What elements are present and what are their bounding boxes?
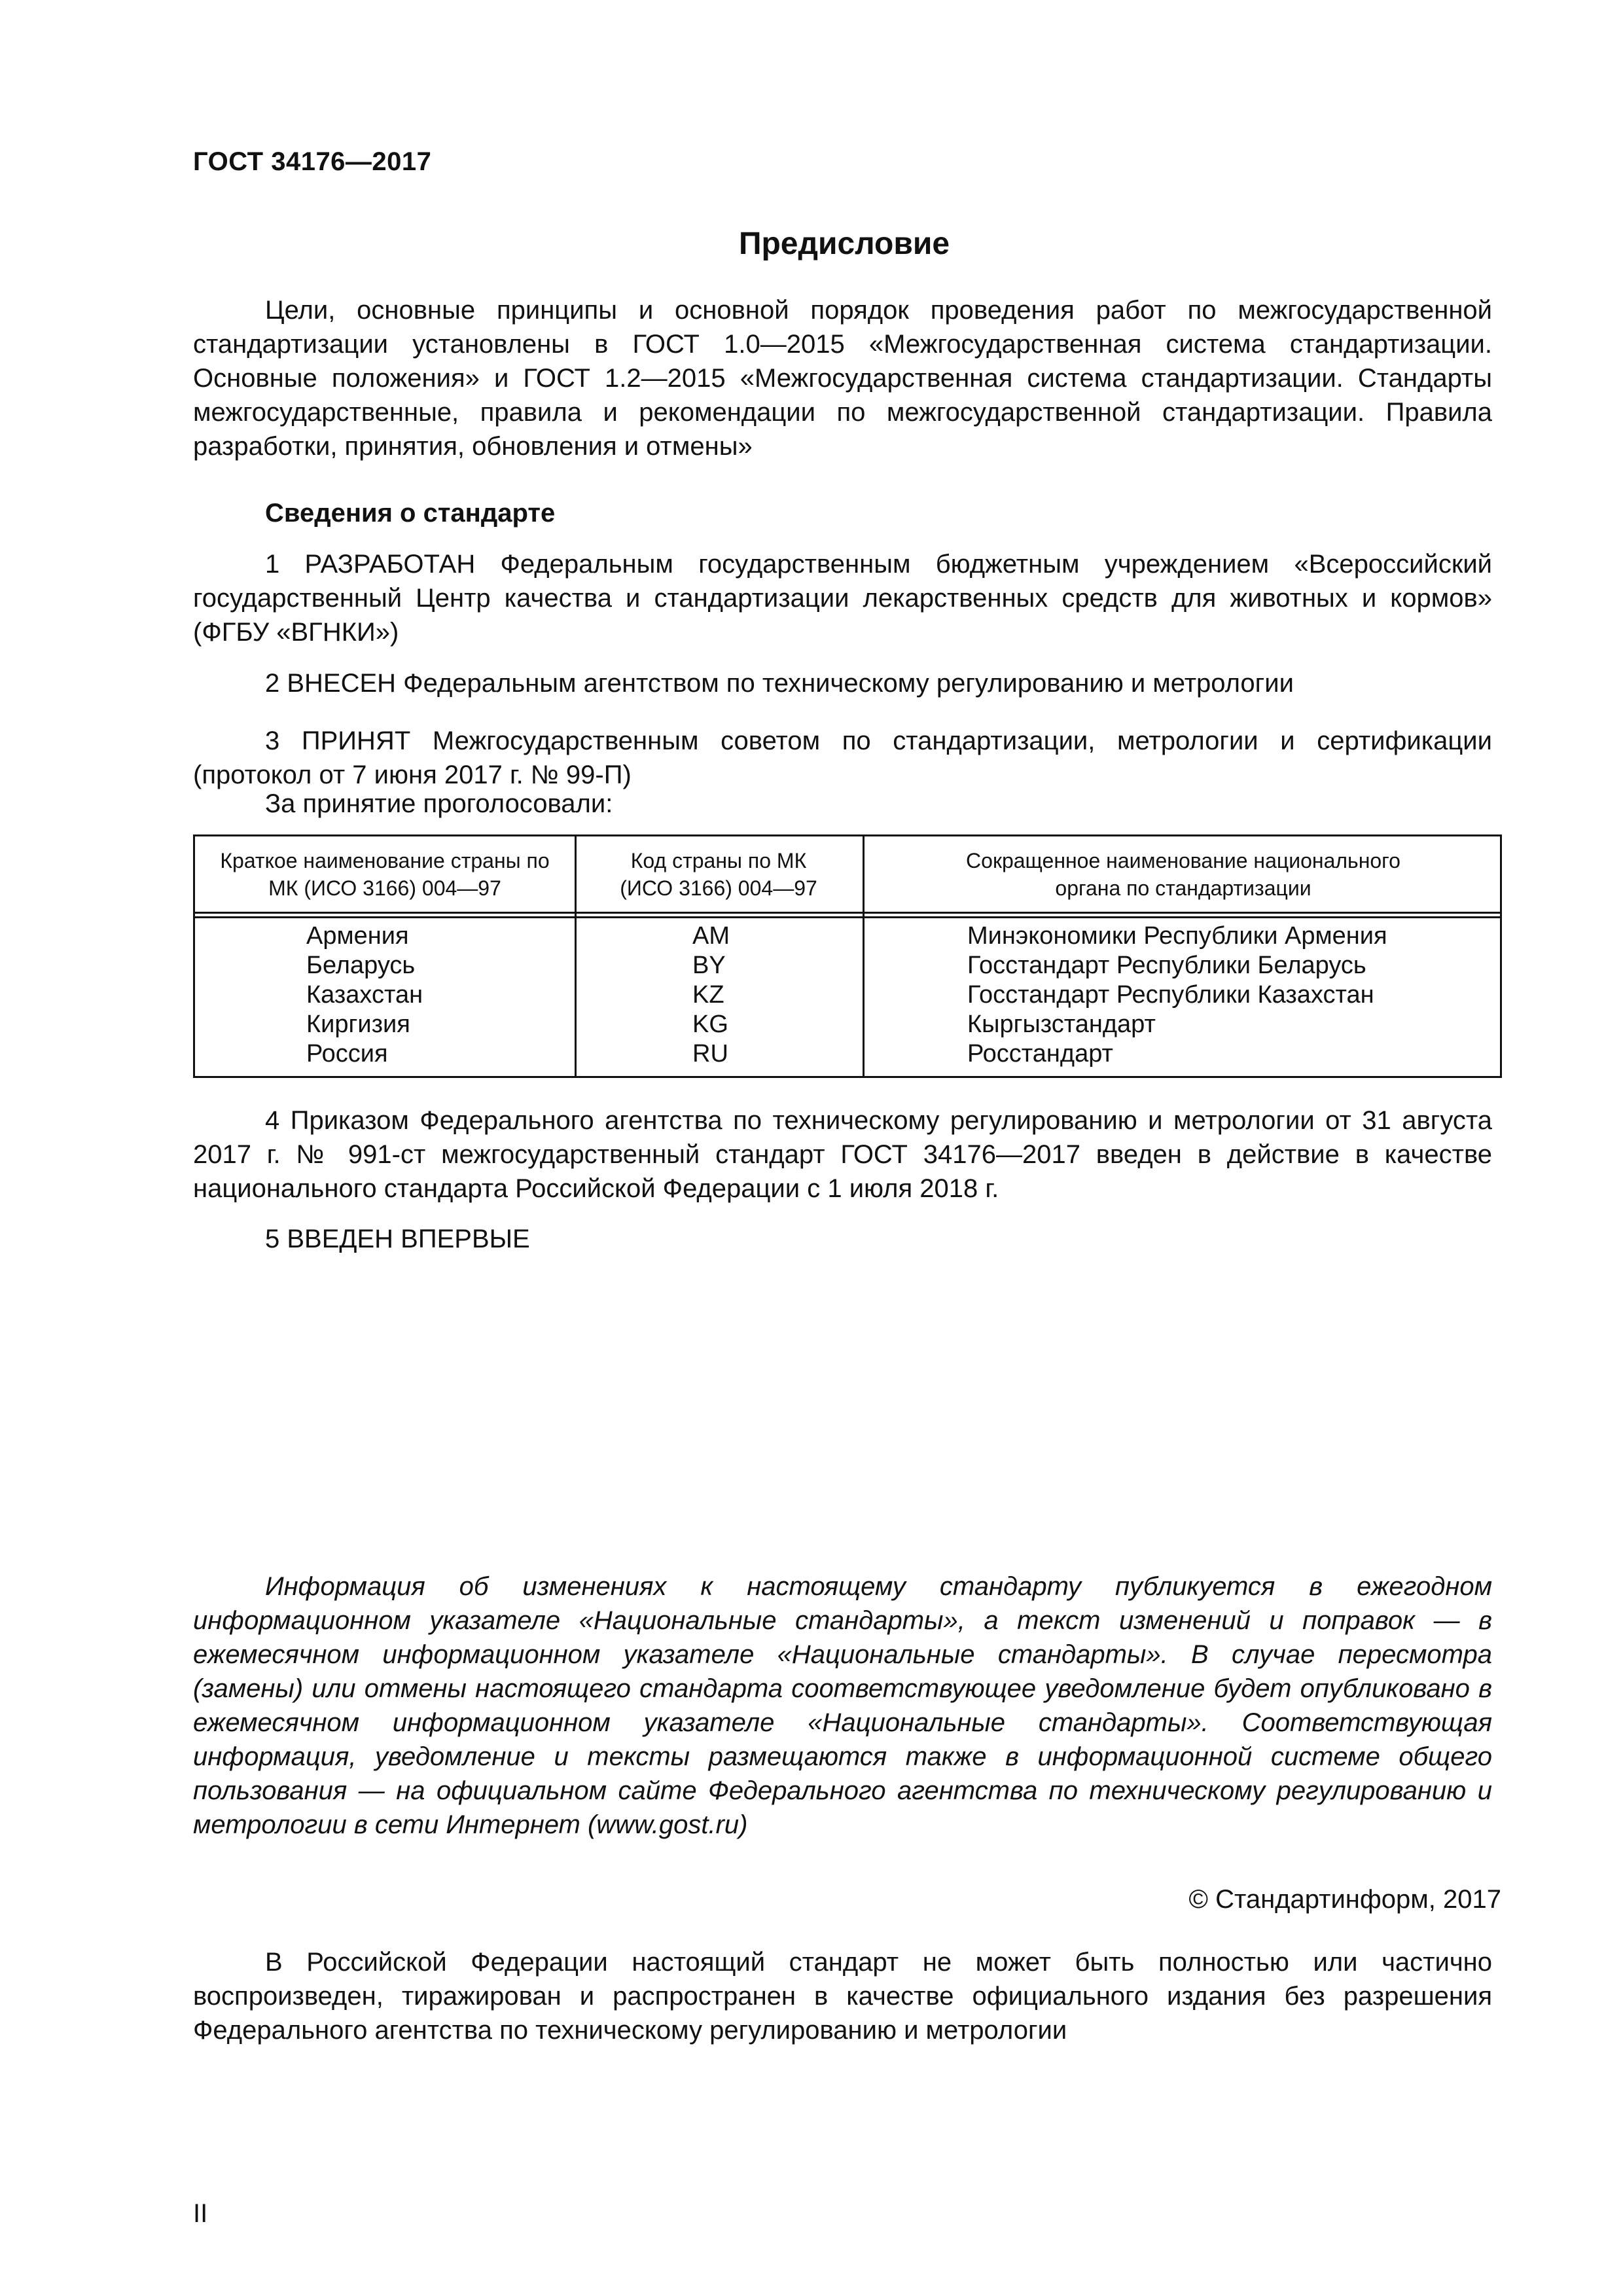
item-adopted: 3 ПРИНЯТ Межгосударственным советом по стандартизации, метрологии и сертификации (протокол от 7 июня 2017 г. № 99-П): [193, 726, 1492, 789]
item-introduced-first: 5 ВВЕДЕН ВПЕРВЫЕ: [265, 1225, 530, 1253]
table-header-country: Краткое наименование страны по МК (ИСО 3166) 004—97: [220, 849, 550, 900]
table-header-body: Сокращенное наименование национального органа по стандартизации: [966, 849, 1400, 900]
table-divider: [575, 836, 577, 1076]
table-cell-body: Госстандарт Республики Беларусь: [967, 952, 1366, 979]
copyright: © Стандартинформ, 2017: [1188, 1885, 1501, 1914]
table-cell-body: Госстандарт Республики Казахстан: [967, 981, 1374, 1009]
intro-paragraph: Цели, основные принципы и основной порядок проведения работ по межгосударственной стандартизации установлены в ГОСТ 1.0—2015 «Межгосударственная система стандартизации. Основные положения» и ГОСТ 1.2—2015 «Межгосударственная система стандартизации. Стандарты межгосударственные, правила и рекомендации по межгосударственной стандартизации. Правила разработки, принятия, обновления и отмены»: [193, 296, 1492, 461]
item-order: 4 Приказом Федерального агентства по техническому регулированию и метрологии от 31 августа 2017 г. № 991-ст межгосударственный стандарт ГОСТ 34176—2017 введен в действие в качестве национального стандарта Российской Федерации с 1 июля 2018 г.: [193, 1106, 1492, 1203]
table-cell-body: Кыргызстандарт: [967, 1011, 1156, 1038]
reproduction-restriction: В Российской Федерации настоящий стандарт не может быть полностью или частично воспроизведен, тиражирован и распространен в качестве официального издания без разрешения Федерального агентства по техническому регулированию и метрологии: [193, 1948, 1492, 2045]
table-header-divider: [195, 916, 1500, 918]
table-divider: [863, 836, 865, 1076]
table-cell-code: AM: [692, 922, 730, 950]
table-cell-code: RU: [692, 1040, 728, 1067]
voting-table: [193, 834, 1502, 1078]
table-cell-code: KZ: [692, 981, 724, 1009]
table-cell-code: BY: [692, 952, 726, 979]
table-cell-country: Россия: [306, 1040, 388, 1067]
item-submitted: 2 ВНЕСЕН Федеральным агентством по техническому регулированию и метрологии: [265, 669, 1294, 698]
table-cell-body: Росстандарт: [967, 1040, 1113, 1067]
changes-notice: Информация об изменениях к настоящему стандарту публикуется в ежегодном информационном указателе «Национальные стандарты», а текст изменений и поправок — в ежемесячном информационном указателе «Национальные стандарты». В случае пересмотра (замены) или отмены настоящего стандарта соответствующее уведомление будет опубликовано в ежемесячном информационном указателе «Национальные стандарты». Соответствующая информация, уведомление и тексты размещаются также в информационной системе общего пользования — на официальном сайте Федерального агентства по техническому регулированию и метрологии в сети Интернет (www.gost.ru): [193, 1572, 1492, 1839]
voted-label: За принятие проголосовали:: [265, 789, 613, 818]
document-code: ГОСТ 34176—2017: [193, 147, 432, 176]
table-header-divider: [195, 912, 1500, 914]
table-cell-code: KG: [692, 1011, 728, 1038]
table-cell-country: Киргизия: [306, 1011, 410, 1038]
item-developed: 1 РАЗРАБОТАН Федеральным государственным бюджетным учреждением «Всероссийский государственный Центр качества и стандартизации лекарственных средств для животных и кормов» (ФГБУ «ВГНКИ»): [193, 550, 1492, 647]
table-cell-country: Беларусь: [306, 952, 416, 979]
table-cell-country: Армения: [306, 922, 409, 950]
standard-info-heading: Сведения о стандарте: [265, 499, 556, 528]
page-title: Предисловие: [738, 226, 950, 261]
table-cell-country: Казахстан: [306, 981, 423, 1009]
table-header-code: Код страны по МК (ИСО 3166) 004—97: [620, 849, 817, 900]
page-number: II: [193, 2199, 208, 2228]
table-cell-body: Минэкономики Республики Армения: [967, 922, 1387, 950]
